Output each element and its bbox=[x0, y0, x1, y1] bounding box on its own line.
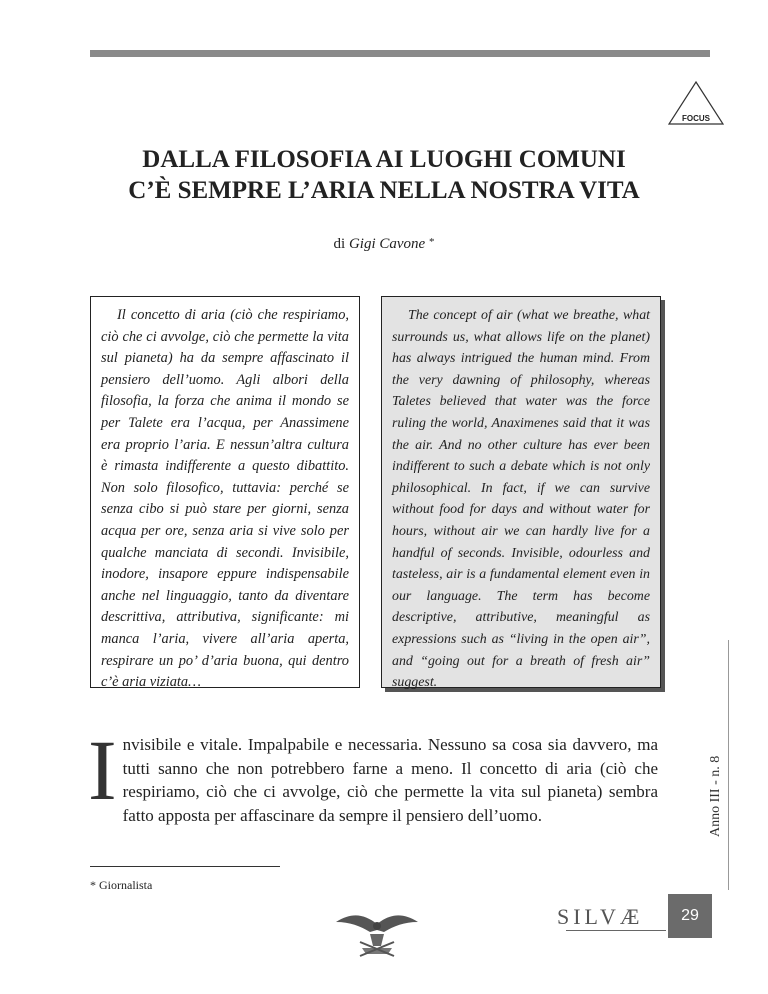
brand-rule bbox=[566, 930, 666, 931]
header-rule bbox=[90, 50, 710, 57]
abstract-english bbox=[381, 296, 661, 691]
abstract-english-text: The concept of air (what we breathe, what surrounds us, what allows life on the planet) has always intrigued the human mind. From the very dawning of philosophy, whereas Taletes believed that water was the force ruling the world, Anaximenes said that it was the air. And no other culture has ever been indifferent to such a debate which is not only philosophical. In fact, if we can survive without food for days and without water for hours, without air we can hardly live for a handful of seconds. Invisible, odourless and tasteless, air is a fundamental element even in our language. The term has become descriptive, attributive, meaningful as expressions such as “living in the open air”, and “going out for a breath of fresh air” suggest. bbox=[392, 308, 650, 691]
article-body bbox=[88, 722, 658, 827]
eagle-emblem-icon bbox=[332, 900, 422, 960]
body-paragraph: nvisibile e vitale. Impalpabile e necessaria. Nessuno sa cosa sia davvero, ma tutti sanno che non potrebbero farne a meno. Il concetto di aria (ciò che respiriamo, ciò che ci avvolge, ciò che permette la vita sul pianeta) sembra fatto apposta per affascinare da sempre il pensiero dell’uomo. bbox=[122, 735, 658, 825]
article-title bbox=[60, 144, 708, 206]
author-footnote-marker: * bbox=[428, 236, 435, 248]
title-line-2: C’È SEMPRE L’ARIA NELLA NOSTRA VITA bbox=[128, 177, 640, 204]
abstract-italian-text: Il concetto di aria (ciò che respiriamo, ciò che ci avvolge, ciò che permette la vita sul pianeta) ha da sempre affascinato il pensiero dell’uomo. Agli albori della filosofia, la forza che anima il mondo se per Talete era l’acqua, per Anassimene era proprio l’aria. E nessun’altra cultura è rimasta indifferente a questo dibattito. Non solo filosofico, tuttavia: perché se senza cibo si può stare per giorni, senza acqua per ore, senza aria si vive solo per qualche manciata di secondi. Invisibile, inodore, insapore eppure indispensabile anche nel linguaggio, tanto da diventare descrittiva, attributiva, significante: mi manca l’aria, vivere all’aria aperta, respirare un po’ d’aria buona, qui dentro c’è aria viziata… bbox=[101, 307, 349, 691]
focus-badge bbox=[667, 80, 725, 128]
page-number: 29 bbox=[668, 894, 712, 938]
byline-prefix: di bbox=[333, 236, 349, 252]
footnote-rule bbox=[90, 866, 280, 867]
abstract-italian bbox=[90, 296, 360, 691]
focus-badge-label: FOCUS bbox=[682, 114, 710, 123]
byline bbox=[0, 236, 768, 253]
author-name: Gigi Cavone bbox=[348, 236, 426, 252]
drop-cap: I bbox=[88, 722, 117, 818]
magazine-brand: SILVÆ bbox=[557, 904, 644, 929]
title-line-1: DALLA FILOSOFIA AI LUOGHI COMUNI bbox=[142, 146, 626, 173]
footnote: * Giornalista bbox=[90, 878, 153, 892]
side-rule bbox=[728, 640, 729, 890]
issue-label: Anno III - n. 8 bbox=[708, 755, 723, 837]
